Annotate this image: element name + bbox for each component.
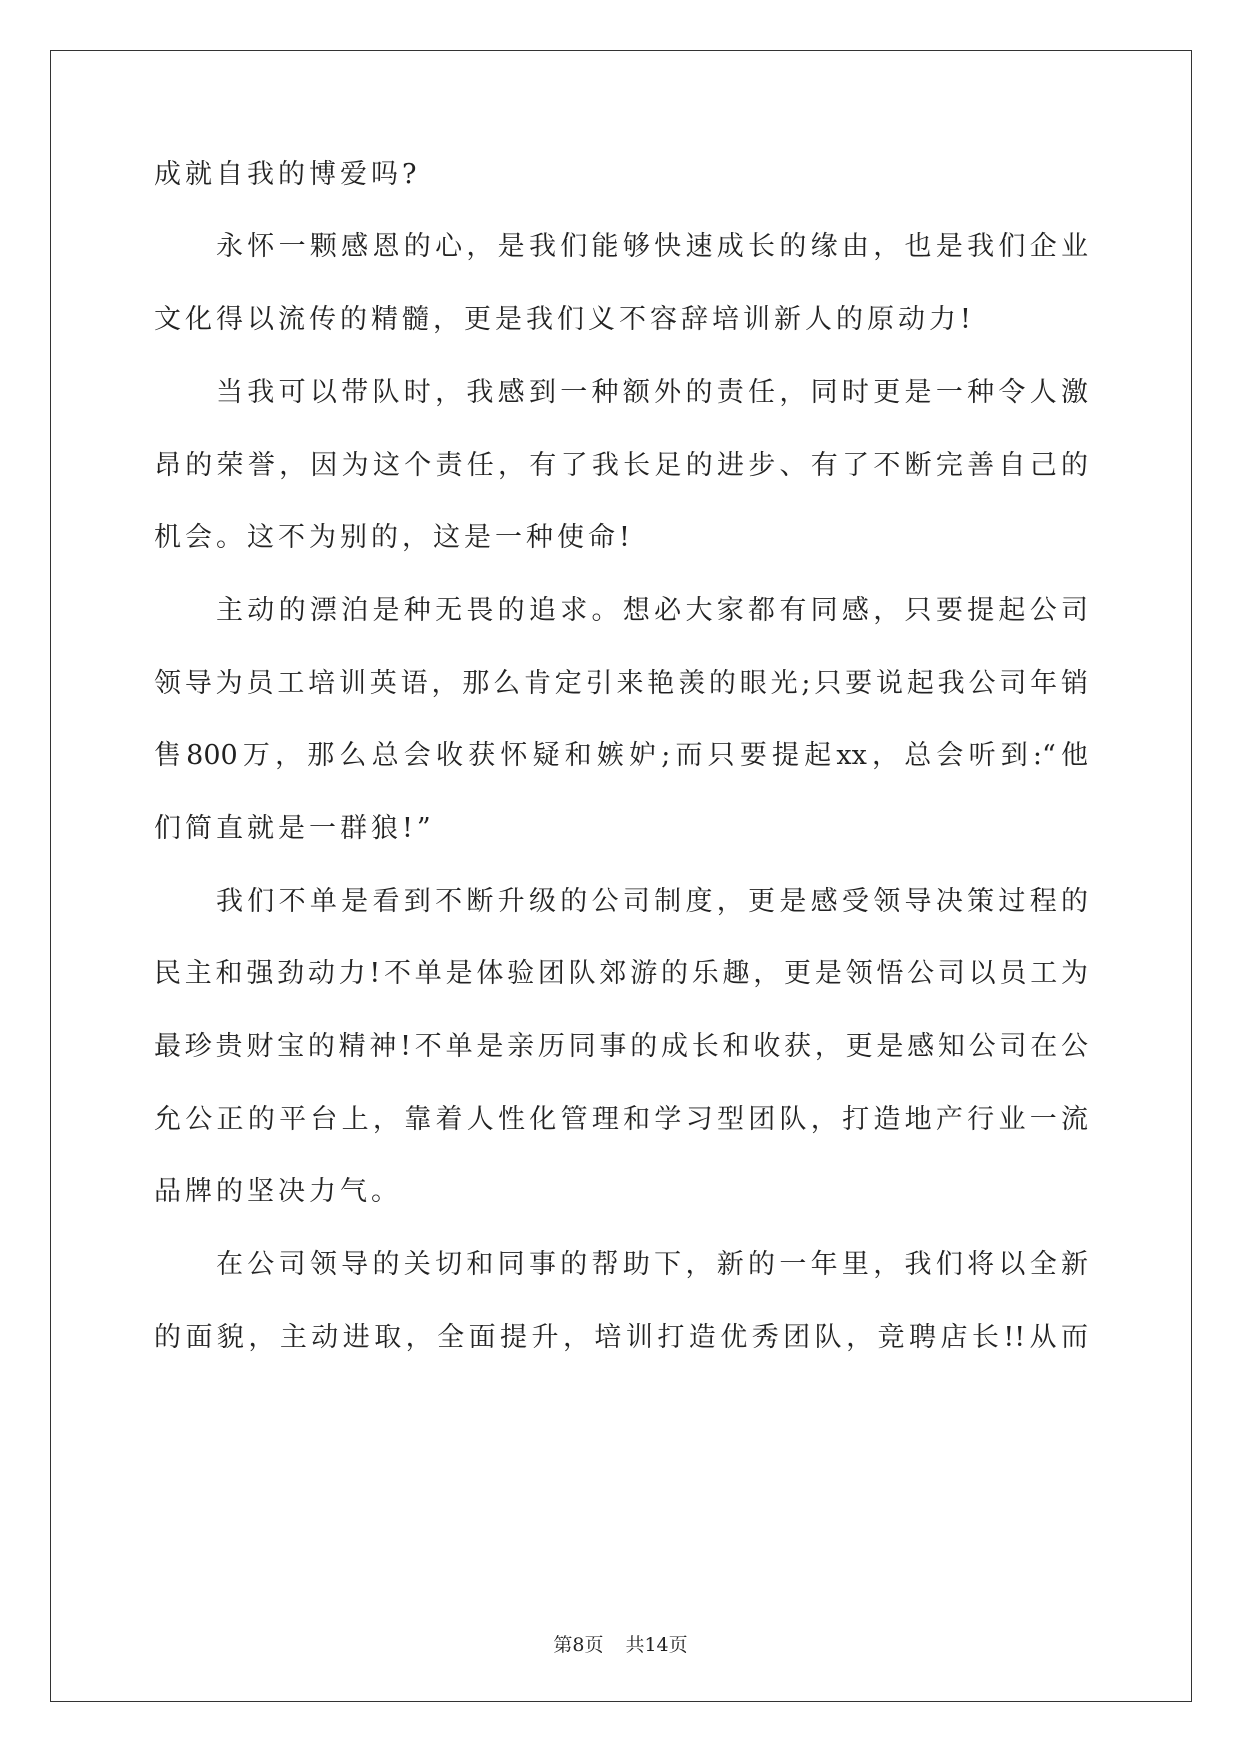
text-line: 的面貌，主动进取，全面提升，培训打造优秀团队，竞聘店长!!从而 [154, 1322, 1088, 1353]
paragraph-first-line: 在公司领导的关切和同事的帮助下，新的一年里，我们将以全新 [216, 1249, 1088, 1280]
paragraph-first-line: 我们不单是看到不断升级的公司制度，更是感受领导决策过程的 [216, 886, 1088, 917]
text-line: 成就自我的博爱吗? [154, 159, 421, 190]
text-line: 品牌的坚决力气。 [154, 1176, 402, 1207]
text-line: 最珍贵财宝的精神!不单是亲历同事的成长和收获，更是感知公司在公 [154, 1031, 1088, 1062]
page-border [50, 50, 1192, 1702]
text-line: 民主和强劲动力!不单是体验团队郊游的乐趣，更是领悟公司以员工为 [154, 958, 1088, 989]
paragraph-first-line: 永怀一颗感恩的心，是我们能够快速成长的缘由，也是我们企业 [216, 231, 1088, 262]
page-number-total: 共14页 [625, 1634, 688, 1656]
text-line: 昂的荣誉，因为这个责任，有了我长足的进步、有了不断完善自己的 [154, 450, 1088, 481]
text-line: 允公正的平台上，靠着人性化管理和学习型团队，打造地产行业一流 [154, 1104, 1088, 1135]
text-line: 机会。这不为别的，这是一种使命! [154, 522, 634, 553]
paragraph-first-line: 主动的漂泊是种无畏的追求。想必大家都有同感，只要提起公司 [216, 595, 1088, 626]
text-line: 领导为员工培训英语，那么肯定引来艳羡的眼光;只要说起我公司年销 [154, 668, 1088, 699]
text-line: 文化得以流传的精髓，更是我们义不容辞培训新人的原动力! [154, 304, 975, 335]
page-number-current: 第8页 [553, 1634, 604, 1656]
paragraph-first-line: 当我可以带队时，我感到一种额外的责任，同时更是一种令人激 [216, 377, 1088, 408]
text-line: 售800万，那么总会收获怀疑和嫉妒;而只要提起xx，总会听到:“他 [154, 740, 1088, 771]
page-footer [0, 1632, 1241, 1658]
text-line: 们简直就是一群狼!” [154, 813, 435, 844]
